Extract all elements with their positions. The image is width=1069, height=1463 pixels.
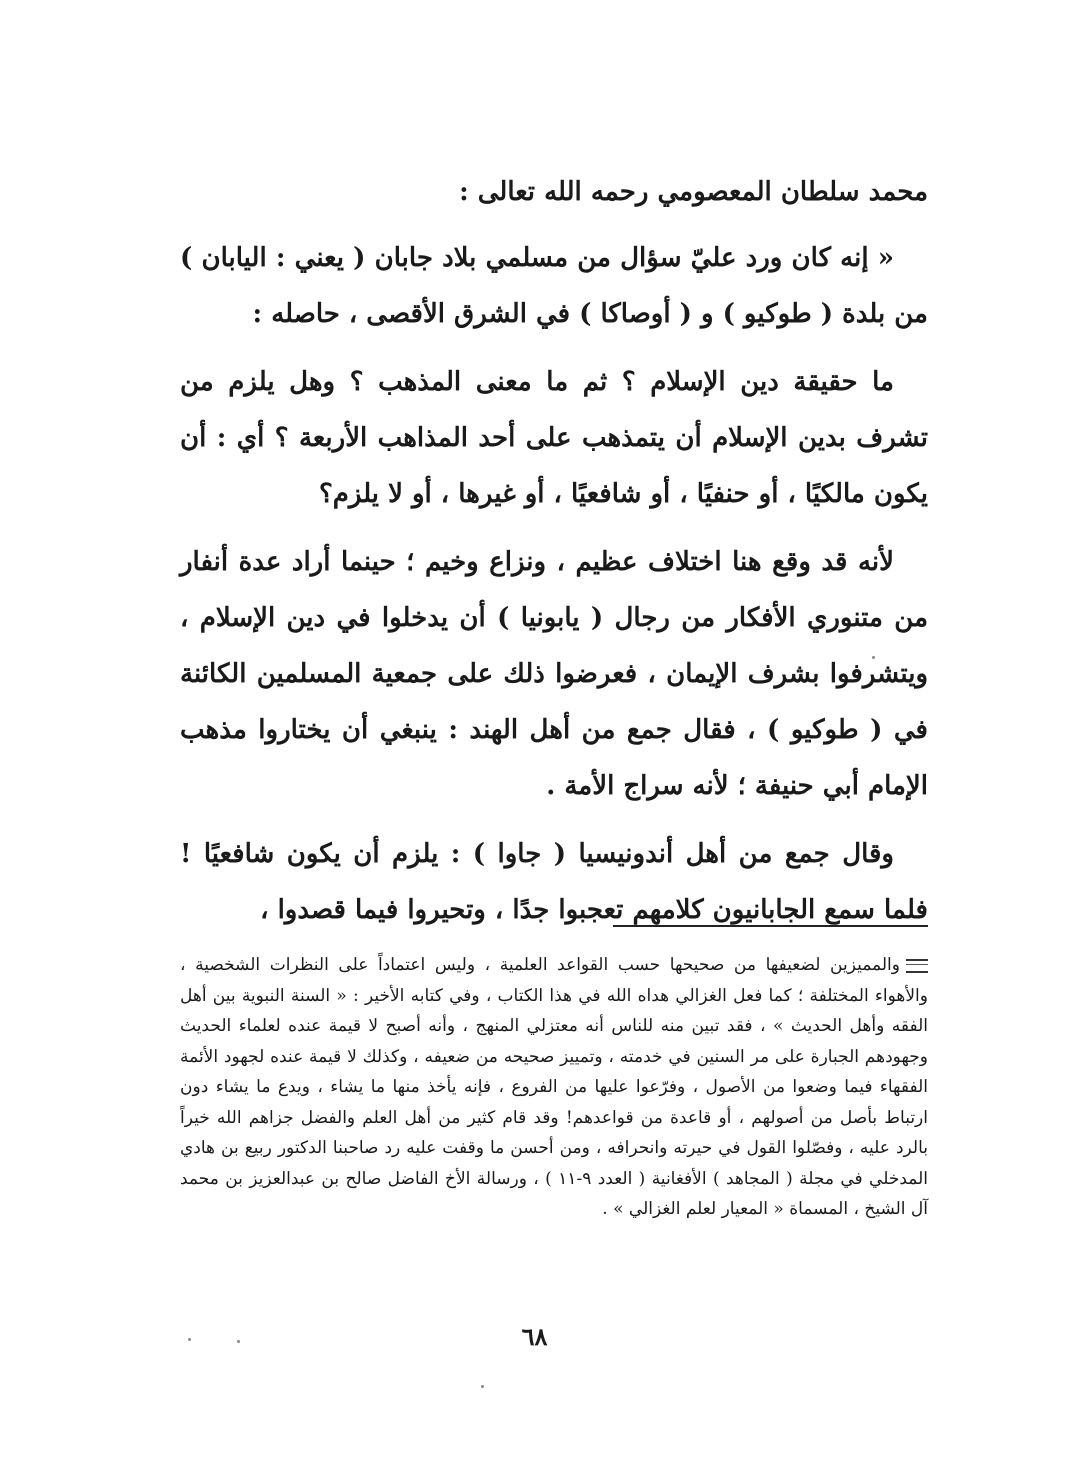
paragraph-indonesia: وقال جمع من أهل أندونيسيا ( جاوا ) : يلزم أن يكون شافعيًا ! فلما سمع الجابانيون كلامهم تعجبوا جدًا ، وتحيروا فيما قصدوا ،: [180, 839, 928, 925]
heading-line: محمد سلطان المعصومي رحمه الله تعالى :: [459, 177, 928, 207]
paragraph-disagreement: لأنه قد وقع هنا اختلاف عظيم ، ونزاع وخيم ؛ حينما أراد عدة أنفار من متنوري الأفكار من رجال ( يابونيا ) أن يدخلوا في دين الإسلام ، ويتشرفوا بشرف الإيمان ، فعرضوا ذلك على جمعية المسلمين الكائنة في ( طوكيو ) ، فقال جمع من أهل الهند : ينبغي أن يختاروا مذهب الإمام أبي حنيفة ؛ لأنه سراج الأمة .: [180, 547, 928, 801]
scan-speck: [237, 1340, 240, 1343]
paragraph-questions-detail: ما حقيقة دين الإسلام ؟ ثم ما معنى المذهب ؟ وهل يلزم من تشرف بدين الإسلام أن يتمذهب على أحد المذاهب الأربعة ؟ أي : أن يكون مالكيًا ، أو حنفيًا ، أو شافعيًا ، أو غيرها ، أو لا يلزم؟: [180, 367, 928, 509]
page-number: ٦٨: [521, 1322, 548, 1351]
footnote-continuation-icon: [906, 959, 928, 973]
scan-speck: [188, 1338, 191, 1341]
footnote: [180, 950, 928, 1225]
scan-speck: [872, 656, 875, 659]
paragraph-question: « إنه كان ورد عليّ سؤال من مسلمي بلاد جابان ( يعني : اليابان ) من بلدة ( طوكيو ) و ( أوصاكا ) في الشرق الأقصى ، حاصله :: [180, 243, 928, 329]
footnote-separator: [613, 925, 928, 927]
footnote-text: والمميزين لضعيفها من صحيحها حسب القواعد العلمية ، وليس اعتماداً على النظرات الشخصية ، والأهواء المختلفة ؛ كما فعل الغزالي هداه الله في هذا الكتاب ، وفي كتابه الأخير : « السنة النبوية بين أهل الفقه وأهل الحديث » ، فقد تبين منه للناس أنه معتزلي المنهج ، وأنه أصبح لا قيمة عنده لعلماء الحديث وجهودهم الجبارة على مر السنين في خدمته ، وتمييز صحيحه من ضعيفه ، وكذلك لا قيمة عنده لجهود الأئمة الفقهاء فيما وضعوا من الأصول ، وفرّعوا عليها من الفروع ، فإنه يأخذ منها ما يشاء ، ويدع ما يشاء دون ارتباط بأصل من أصولهم ، أو قاعدة من قواعدهم! وقد قام كثير من أهل العلم والفضل جزاهم الله خيراً بالرد عليه ، وفصّلوا القول في حيرته وانحرافه ، ومن أحسن ما وقفت عليه رد صاحبنا الدكتور ربيع بن هادي المدخلي في مجلة ( المجاهد ) الأفغانية ( العدد ٩-١١ ) ، ورسالة الأخ الفاضل صالح بن عبدالعزيز بن محمد آل الشيخ ، المسماة « المعيار لعلم الغزالي » .: [180, 955, 928, 1219]
main-text: [180, 172, 928, 950]
scan-speck: [481, 1385, 484, 1388]
